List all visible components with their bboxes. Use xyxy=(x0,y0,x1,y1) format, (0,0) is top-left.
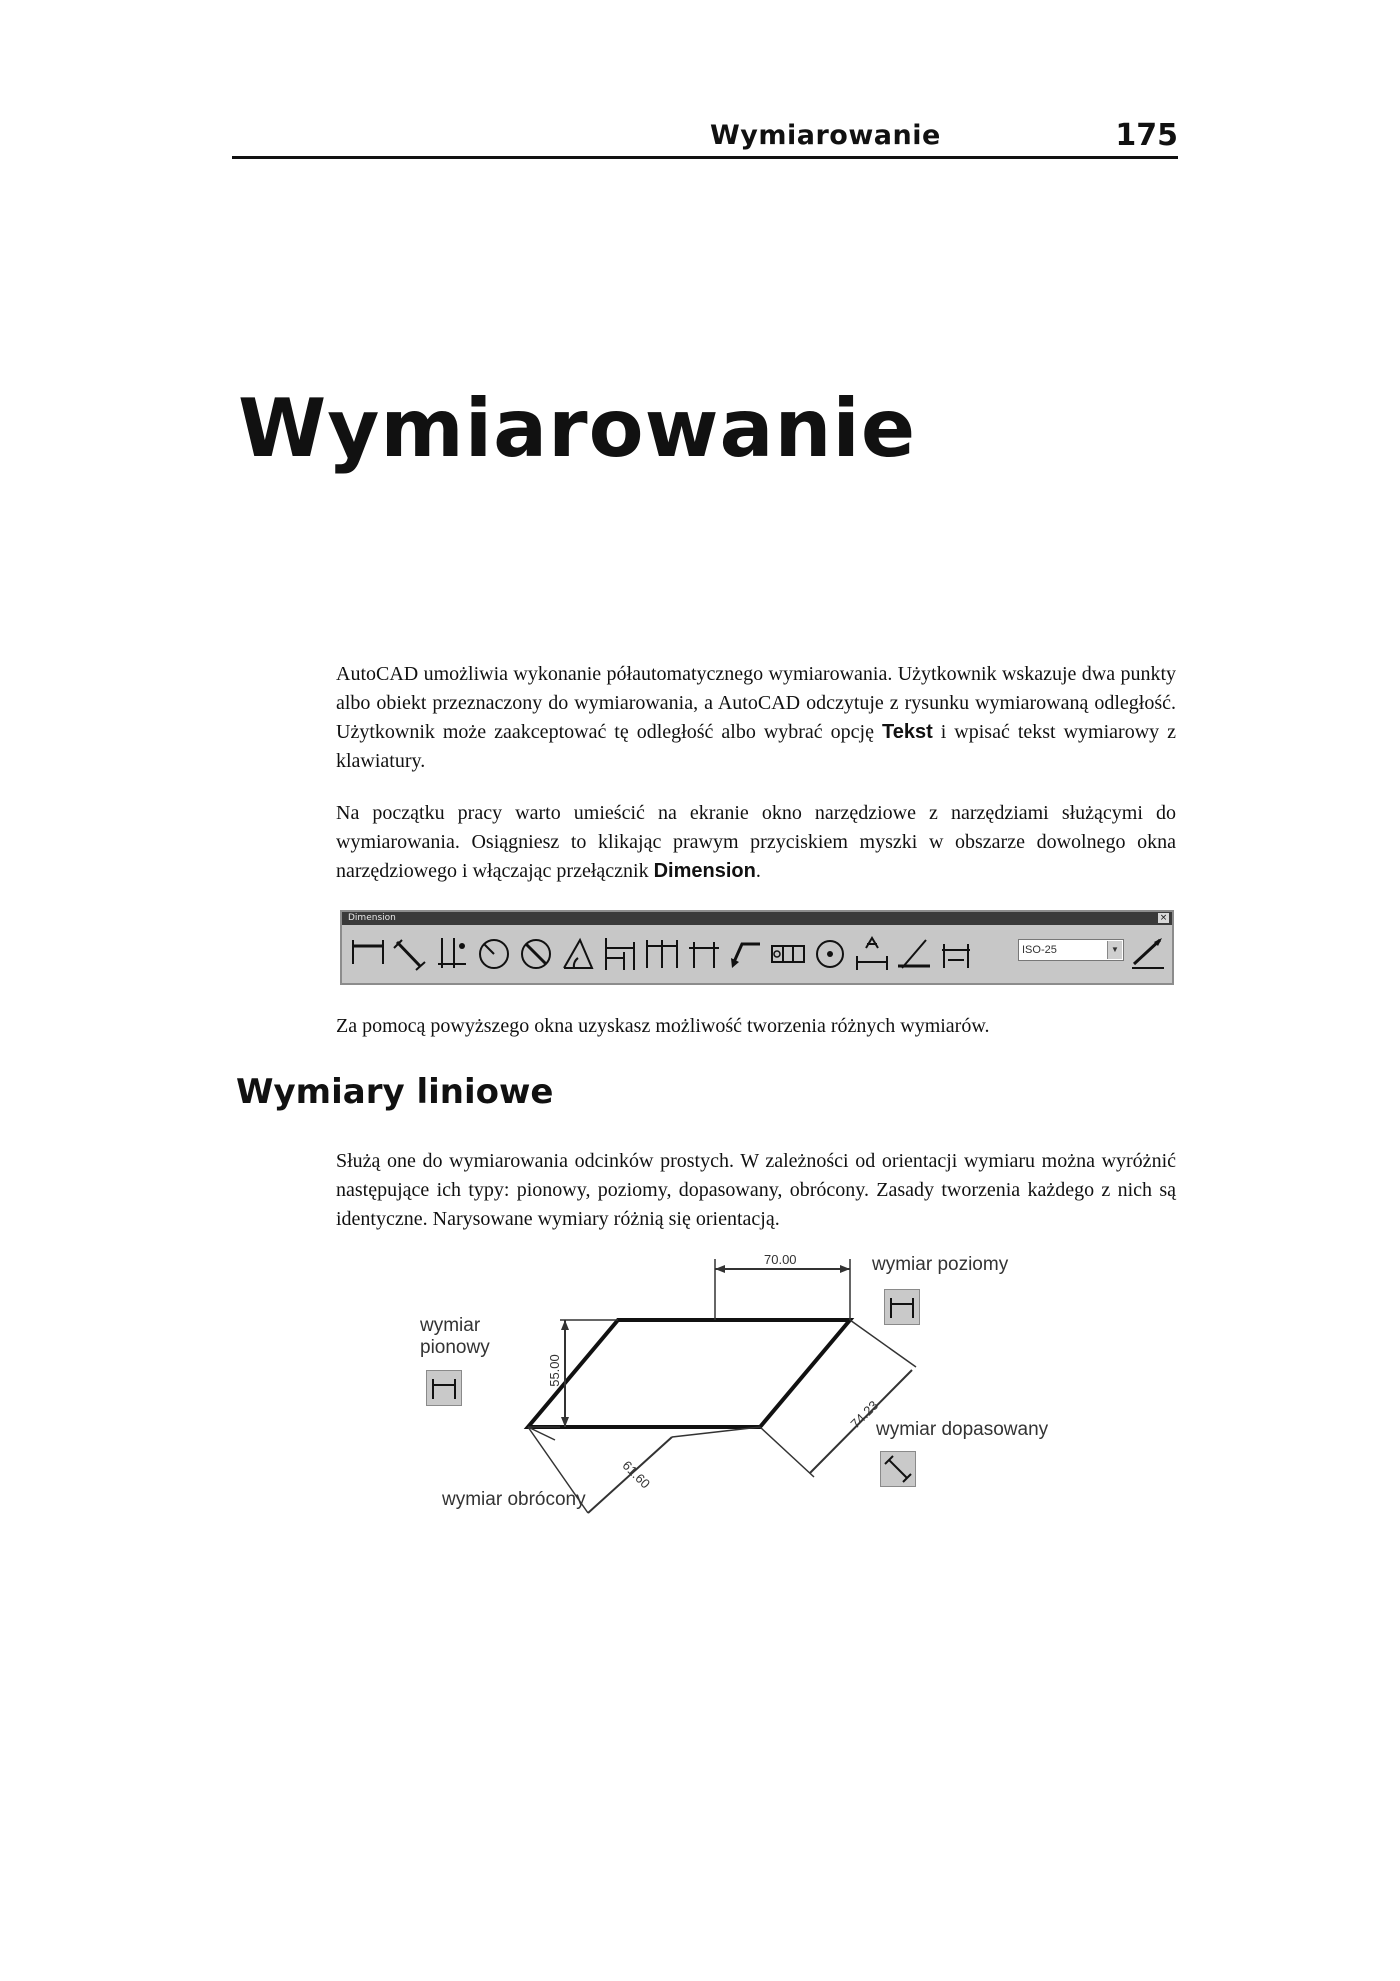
dimension-edit-icon[interactable] xyxy=(852,931,892,977)
linear-dimension-icon[interactable] xyxy=(348,931,388,977)
page-number: 175 xyxy=(1115,118,1178,153)
chevron-down-icon[interactable]: ▼ xyxy=(1107,941,1122,959)
dimension-value-aligned: 74.23 xyxy=(847,1397,882,1432)
paragraph-linear-dimensions: Służą one do wymiarowania odcinków prostych. W zależności od orientacji wymiaru można wyróżnić następujące ich typy: pionowy, poziomy, dopasowany, obrócony. Zasady tworzenia każdego z nich są identyczne. Narysowane wymiary różnią się orientacją. xyxy=(336,1150,1176,1230)
tolerance-icon[interactable] xyxy=(768,931,808,977)
option-dimension: Dimension xyxy=(653,860,756,882)
label-vertical-dimension: wymiar pionowy xyxy=(420,1315,490,1358)
dimension-style-select[interactable] xyxy=(1018,939,1124,961)
toolbar-row xyxy=(344,929,1170,981)
dimension-text-edit-icon[interactable] xyxy=(894,931,934,977)
dimension-style-value: ISO-25 xyxy=(1022,944,1057,956)
dimension-value-vertical: 55.00 xyxy=(546,1354,562,1387)
section-title: Wymiary liniowe xyxy=(236,1072,554,1112)
parallelogram-shape xyxy=(528,1320,850,1427)
running-header xyxy=(232,116,1178,159)
paragraph-intro-end: i wpisać tekst wymiarowy z klawiatury. xyxy=(336,721,1177,772)
close-icon[interactable]: × xyxy=(1159,913,1168,923)
toolbar-titlebar xyxy=(342,912,1172,925)
label-aligned-dimension: wymiar dopasowany xyxy=(876,1419,1049,1440)
quick-dimension-icon[interactable] xyxy=(684,931,724,977)
dimension-value-rotated: 61.60 xyxy=(619,1457,654,1492)
dimension-value-horizontal: 70.00 xyxy=(764,1252,797,1267)
paragraph-toolbar-caption: Za pomocą powyższego okna uzyskasz możliwość tworzenia różnych wymiarów. xyxy=(336,1015,990,1037)
paragraph-toolbar-setup-text: Na początku pracy warto umieścić na ekranie okno narzędziowe z narzędziami służącymi do wymiarowania. Osiągniesz to klikając prawym przyciskiem myszki w obszarze dowolnego okna narzędziowego i włączając przełącznik xyxy=(336,802,1176,882)
ordinate-dimension-icon[interactable] xyxy=(432,931,472,977)
dimension-update-icon[interactable] xyxy=(936,931,976,977)
diameter-dimension-icon[interactable] xyxy=(516,931,556,977)
dimension-style-icon[interactable] xyxy=(1128,931,1168,977)
option-tekst: Tekst xyxy=(881,721,933,743)
continue-dimension-icon[interactable] xyxy=(642,931,682,977)
vertical-dimension-icon xyxy=(426,1370,462,1406)
leader-icon[interactable] xyxy=(726,931,766,977)
aligned-dimension-figure-icon xyxy=(880,1451,916,1487)
paragraph-toolbar-setup-end: . xyxy=(755,860,761,882)
center-mark-icon[interactable] xyxy=(810,931,850,977)
running-title: Wymiarowanie xyxy=(710,120,941,151)
toolbar-title: Dimension xyxy=(348,913,396,923)
paragraph-toolbar-setup xyxy=(336,799,1176,886)
paragraph-intro-text: AutoCAD umożliwia wykonanie półautomatycznego wymiarowania. Użytkownik wskazuje dwa punkty albo obiekt przeznaczony do wymiarowania, a AutoCAD odczytuje z rysunku wymiarowaną odległość. Użytkownik może zaakceptować tę odległość albo wybrać opcję xyxy=(336,663,1176,743)
angular-dimension-icon[interactable] xyxy=(558,931,598,977)
label-horizontal-dimension: wymiar poziomy xyxy=(872,1254,1009,1275)
horizontal-dimension-icon xyxy=(884,1289,920,1325)
baseline-dimension-icon[interactable] xyxy=(600,931,640,977)
paragraph-intro xyxy=(336,660,1176,776)
label-rotated-dimension: wymiar obrócony xyxy=(442,1489,586,1510)
dimension-types-figure xyxy=(400,1245,1120,1535)
aligned-dimension-icon[interactable] xyxy=(390,931,430,977)
radius-dimension-icon[interactable] xyxy=(474,931,514,977)
chapter-title: Wymiarowanie xyxy=(238,382,917,475)
dimension-toolbar xyxy=(340,910,1174,985)
